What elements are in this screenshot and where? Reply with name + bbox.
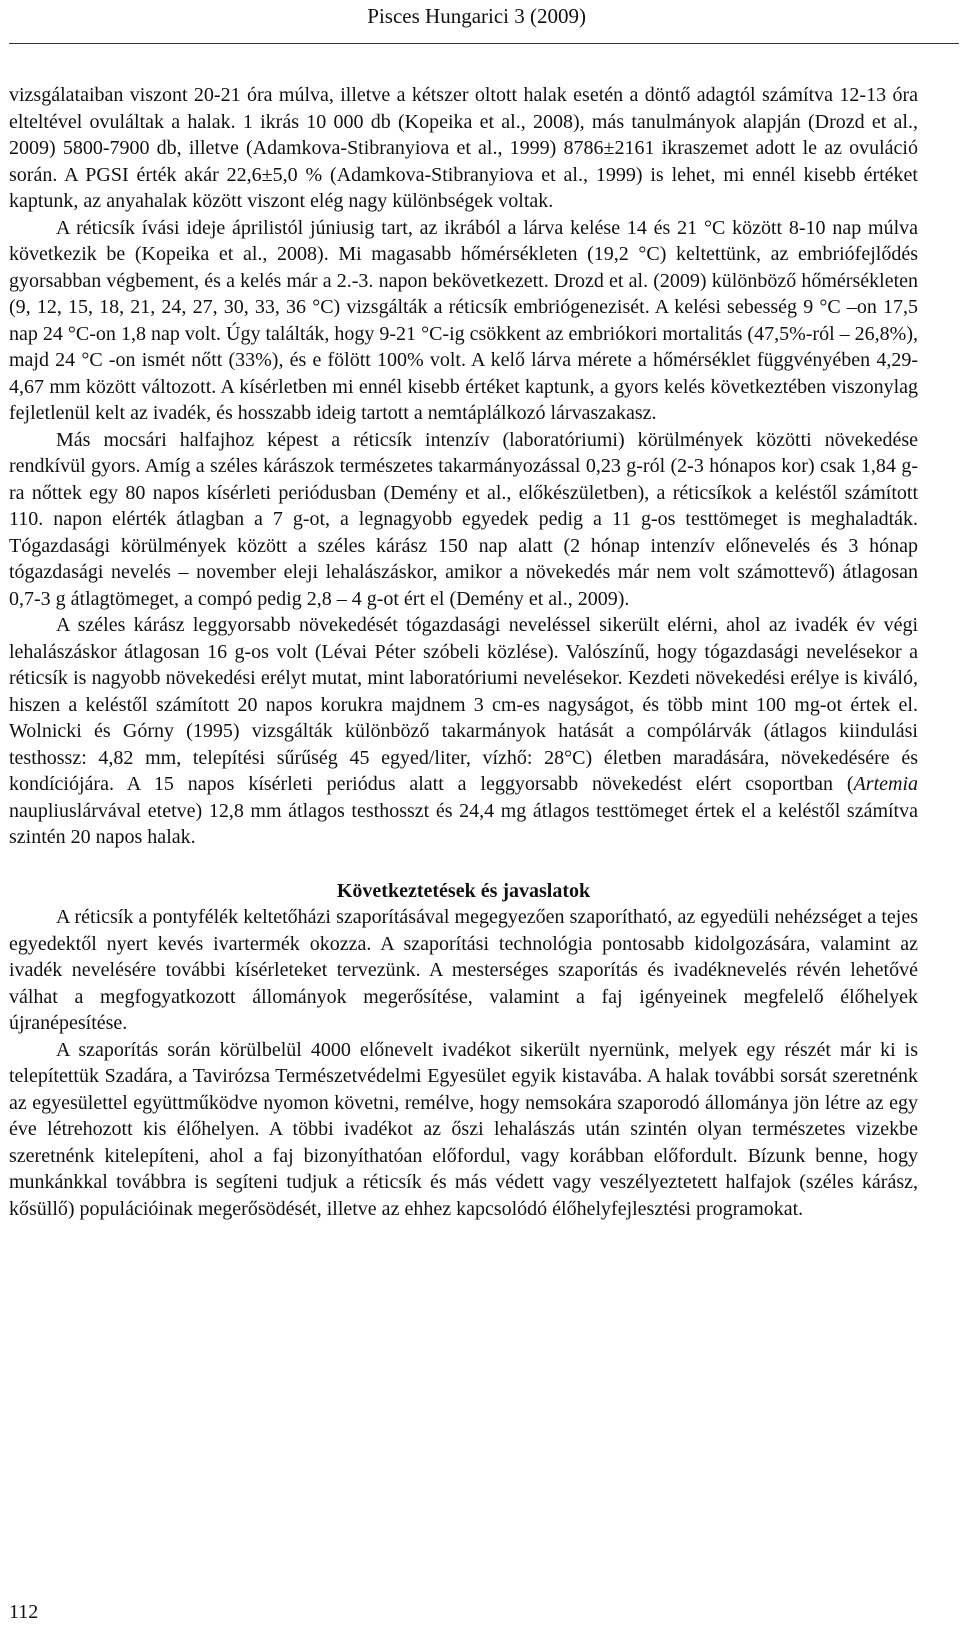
- page-number: 112: [9, 1601, 39, 1623]
- running-head: Pisces Hungarici 3 (2009): [367, 4, 586, 28]
- paragraph-plans: A szaporítás során körülbelül 4000 előnevelt ivadékot sikerült nyernünk, melyek egy részét már ki is telepítettük Szadára, a Tavirózsa Természetvédelmi Egyesület egyik kistavába. A halak további sorsát szeretnénk az egyesülettel együttműködve nyomon követni, remélve, hogy nemsokára szaporodó állománya jön létre az egy éve létrehozott kis élőhelyen. A többi ivadékot az őszi lehalászás után szintén olyan természetes vizekbe szeretnénk kitelepíteni, ahol a faj bizonyíthatóan előfordul, vagy korábban előfordult. Bízunk benne, hogy munkánkkal továbbra is segíteni tudjuk a réticsík és más védett vagy veszélyeztetett halfajok (széles kárász, kősüllő) populációinak megerősödését, illetve az ehhez kapcsolódó élőhelyfejlesztési programokat.: [9, 1038, 918, 1220]
- paragraph-spawning: A réticsík ívási ideje áprilistól júniusig tart, az ikrából a lárva kelése 14 és 21 °C között 8-10 nap múlva következik be (Kopeika et al., 2008). Mi magasabb hőmérsékleten (19,2 °C) keltettünk, az embriófejlődés gyorsabban végbement, és a kelés már a 2.-3. napon bekövetkezett. Drozd et al. (2009) különböző hőmérsékleten (9, 12, 15, 18, 21, 24, 27, 30, 33, 36 °C) vizsgálták a réticsík embriógenezisét. A kelési sebesség 9 °C –on 17,5 nap 24 °C-on 1,8 nap volt. Úgy találták, hogy 9-21 °C-ig csökkent az embriókori mortalitás (47,5%-ról – 26,8%), majd 24 °C -on ismét nőtt (33%), és e fölött 100% volt. A kelő lárva mérete a hőmérséklet függvényében 4,29-4,67 mm között változott. A kísérletben mi ennél kisebb értéket kaptunk, a gyors kelés következtében viszonylag fejletlenül kelt az ivadék, és hosszabb ideig tartott a nemtáplálkozó lárvaszakasz.: [9, 216, 918, 424]
- section-heading: Következtetések és javaslatok: [336, 879, 591, 902]
- header-rule: [9, 43, 959, 44]
- paragraph-growth: Más mocsári halfajhoz képest a réticsík intenzív (laboratóriumi) körülmények közötti növekedése rendkívül gyors. Amíg a széles kárászok természetes takarmányozással 0,23 g-ról (2-3 hónapos kor) csak 1,84 g-ra nőttek egy 80 napos kísérleti periódusban (Demény et al., előkészületben), a réticsíkok a keléstől számított 110. napon elérték átlagban a 7 g-ot, a legnagyobb egyedek pedig a 11 g-os testtömeget is meghaladták. Tógazdasági körülmények között a széles kárász 150 nap alatt (2 hónap intenzív előnevelés és 3 hónap tógazdasági nevelés – november eleji lehalászáskor, amikor a növekedés már nem volt számottevő) átlagosan 0,7-3 g átlagtömeget, a compó pedig 2,8 – 4 g-ot ért el (Demény et al., 2009).: [9, 428, 918, 610]
- species-name-italic: Artemia: [853, 773, 918, 795]
- paragraph-continued: vizsgálataiban viszont 20-21 óra múlva, illetve a kétszer oltott halak esetén a döntő adagtól számítva 12-13 óra elteltével ovuláltak a halak. 1 ikrás 10 000 db (Kopeika et al., 2008), más tanulmányok alapján (Drozd et al., 2009) 5800-7900 db, illetve (Adamkova-Stibranyiova et al., 1999) 8786±2161 ikraszemet adott le az ovuláció során. A PGSI érték akár 22,6±5,0 % (Adamkova-Stibranyiova et al., 1999) is lehet, mi ennél kisebb értéket kaptunk, az anyahalak között viszont elég nagy különbségek voltak.: [9, 84, 918, 212]
- paragraph-text-part: A széles kárász leggyorsabb növekedését tógazdasági neveléssel sikerült elérni, ahol az ivadék év végi lehalászáskor átlagosan 16 g-os volt (Lévai Péter szóbeli közlése). Valószínű, hogy tógazdasági nevelésekor a réticsík is nagyobb növekedési erélyt mutat, mint laboratóriumi nevelésekor. Kezdeti növekedési erélye is kiváló, hiszen a keléstől számított 20 napos korukra majdnem 3 cm-es nagyságot, és több mint 100 mg-ot értek el. Wolnicki és Górny (1995) vizsgálták különböző takarmányok hatását a compólárvák (átlagos kiindulási testhossz: 4,82 mm, telepítési sűrűség 45 egyed/liter, vízhő: 28°C) életben maradására, növekedésére és kondíciójára. A 15 napos kísérleti periódus alatt a leggyorsabb növekedést elért csoportban (: [9, 614, 918, 795]
- paragraph-conclusions: A réticsík a pontyfélék keltetőházi szaporításával megegyezően szaporítható, az egyedüli nehézséget a tejes egyedektől nyert kevés ivartermék okozza. A szaporítási technológia pontosabb kidolgozására, valamint az ivadék nevelésére további kísérleteket tervezünk. A mesterséges szaporítás és ivadéknevelés révén lehetővé válhat a megfogyatkozott állományok megerősítése, valamint a faj igényeinek megfelelő élőhelyek újranépesítése.: [9, 906, 918, 1034]
- body-text: [9, 82, 918, 1222]
- paragraph-pond-rearing: [9, 612, 918, 851]
- paragraph-text-part: naupliuslárvával etetve) 12,8 mm átlagos testhosszt és 24,4 mg átlagos testtömeget értek el a keléstől számítva szintén 20 napos halak.: [9, 799, 918, 848]
